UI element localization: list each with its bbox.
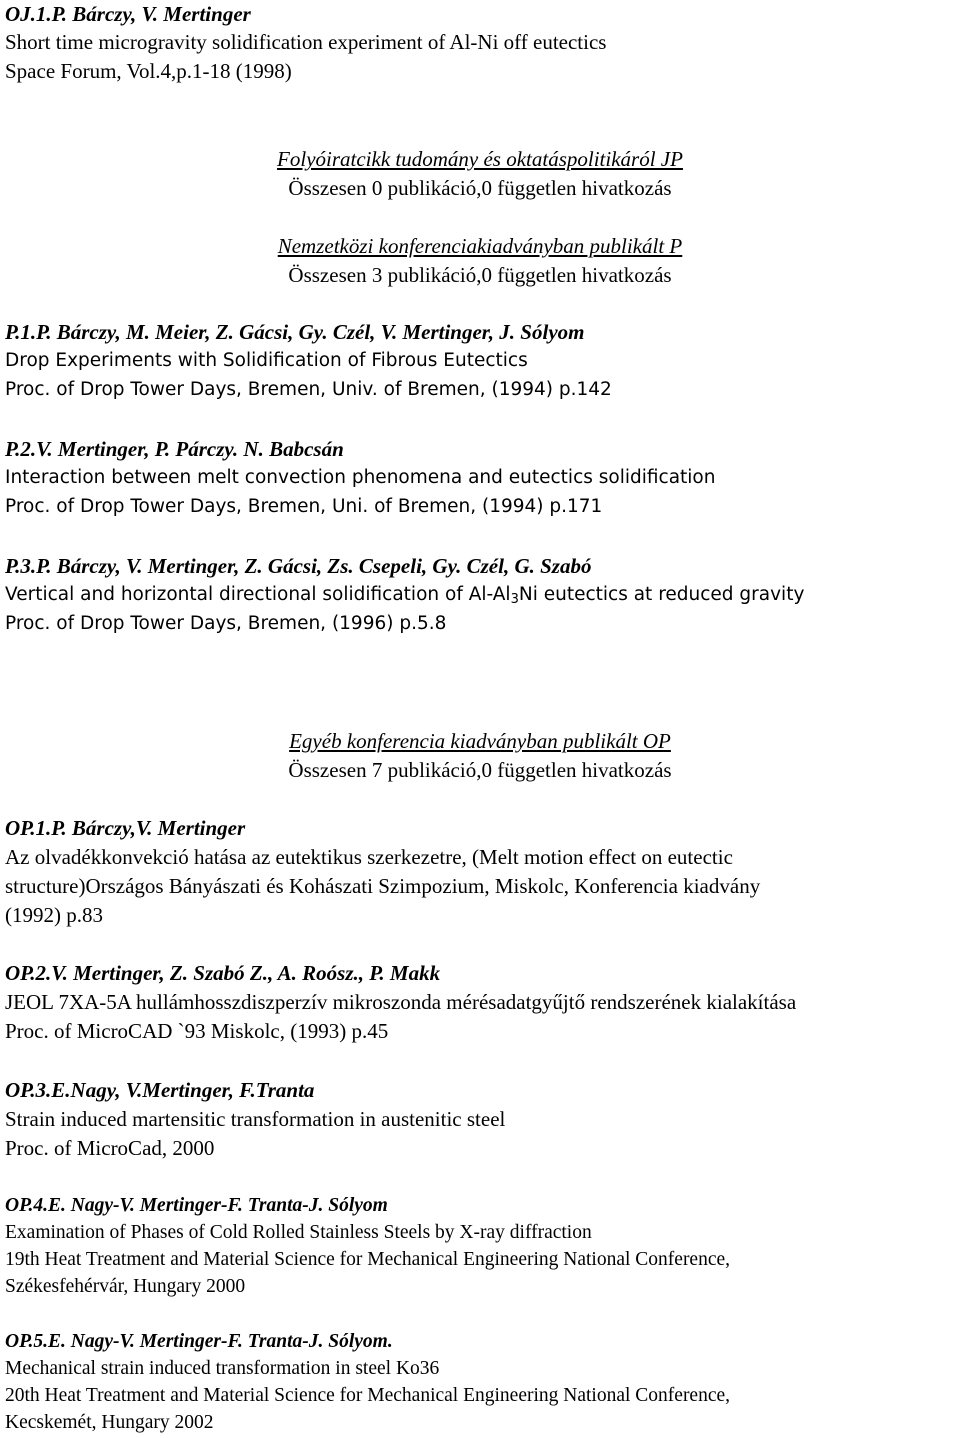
entry-p3-title-before: Vertical and horizontal directional solidification of Al-Al — [5, 584, 511, 605]
entry-op2-source: Proc. of MicroCAD `93 Miskolc, (1993) p.45 — [5, 1019, 389, 1043]
section-jp-heading — [0, 145, 960, 173]
entry-op4-source-line2: Székesfehérvár, Hungary 2000 — [5, 1276, 246, 1297]
entry-op5-source-line1: 20th Heat Treatment and Material Science for Mechanical Engineering National Conference, — [5, 1385, 731, 1406]
entry-oj1-author: OJ.1.P. Bárczy, V. Mertinger — [5, 2, 251, 26]
section-p-title: Nemzetközi konferenciakiadványban publikált P — [277, 234, 683, 258]
entry-p3-author: P.3.P. Bárczy, V. Mertinger, Z. Gácsi, Zs. Csepeli, Gy. Czél, G. Szabó — [5, 554, 592, 578]
entry-op1-title-line1: Az olvadékkonvekció hatása az eutektikus szerkezetre, (Melt motion effect on eutectic — [5, 845, 733, 869]
entry-p1-source: Proc. of Drop Tower Days, Bremen, Univ. of Bremen, (1994) p.142 — [5, 379, 612, 400]
entry-op5-title: Mechanical strain induced transformation in steel Ko36 — [5, 1358, 440, 1379]
entry-op1-title-line3: (1992) p.83 — [5, 903, 103, 927]
entry-p2-title: Interaction between melt convection phenomena and eutectics solidification — [5, 467, 716, 488]
entry-op3-source: Proc. of MicroCad, 2000 — [5, 1136, 215, 1160]
entry-p1-title: Drop Experiments with Solidification of Fibrous Eutectics — [5, 350, 528, 371]
section-p-summary: Összesen 3 publikáció,0 független hivatkozás — [288, 263, 672, 287]
entry-op1-title-line2: structure)Országos Bányászati és Kohászati Szimpozium, Miskolc, Konferencia kiadvány — [5, 874, 761, 898]
section-op-title: Egyéb konferencia kiadványban publikált OP — [289, 729, 671, 753]
entry-op4-title: Examination of Phases of Cold Rolled Stainless Steels by X-ray diffraction — [5, 1222, 592, 1243]
section-op-summary: Összesen 7 publikáció,0 független hivatkozás — [288, 758, 672, 782]
entry-p3-title — [5, 581, 804, 609]
entry-oj1-title: Short time microgravity solidification experiment of Al-Ni off eutectics — [5, 30, 607, 54]
entry-op1-author: OP.1.P. Bárczy,V. Mertinger — [5, 816, 246, 840]
section-jp-title: Folyóiratcikk tudomány és oktatáspolitikáról JP — [277, 147, 683, 171]
entry-p3-source: Proc. of Drop Tower Days, Bremen, (1996) p.5.8 — [5, 613, 447, 634]
entry-p2-author: P.2.V. Mertinger, P. Párczy. N. Babcsán — [5, 437, 344, 461]
entry-op3-author: OP.3.E.Nagy, V.Mertinger, F.Tranta — [5, 1078, 315, 1102]
entry-op2-author: OP.2.V. Mertinger, Z. Szabó Z., A. Roósz., P. Makk — [5, 961, 441, 985]
entry-op3-title: Strain induced martensitic transformation in austenitic steel — [5, 1107, 506, 1131]
entry-p3-title-subscript: 3 — [510, 592, 519, 607]
section-p-heading — [0, 232, 960, 260]
section-op-heading — [0, 727, 960, 755]
entry-op5-author: OP.5.E. Nagy-V. Mertinger-F. Tranta-J. Sólyom. — [5, 1331, 393, 1352]
entry-op4-source-line1: 19th Heat Treatment and Material Science for Mechanical Engineering National Conference, — [5, 1249, 731, 1270]
entry-p1-author: P.1.P. Bárczy, M. Meier, Z. Gácsi, Gy. Czél, V. Mertinger, J. Sólyom — [5, 320, 585, 344]
entry-p2-source: Proc. of Drop Tower Days, Bremen, Uni. of Bremen, (1994) p.171 — [5, 496, 603, 517]
entry-oj1-source: Space Forum, Vol.4,p.1-18 (1998) — [5, 59, 292, 83]
entry-op2-title: JEOL 7XA-5A hullámhosszdiszperzív mikroszonda mérésadatgyűjtő rendszerének kialakítása — [5, 990, 797, 1014]
entry-op4-author: OP.4.E. Nagy-V. Mertinger-F. Tranta-J. Sólyom — [5, 1195, 388, 1216]
entry-p3-title-after: Ni eutectics at reduced gravity — [518, 584, 805, 605]
entry-op5-source-line2: Kecskemét, Hungary 2002 — [5, 1412, 214, 1433]
section-jp-summary: Összesen 0 publikáció,0 független hivatkozás — [288, 176, 672, 200]
